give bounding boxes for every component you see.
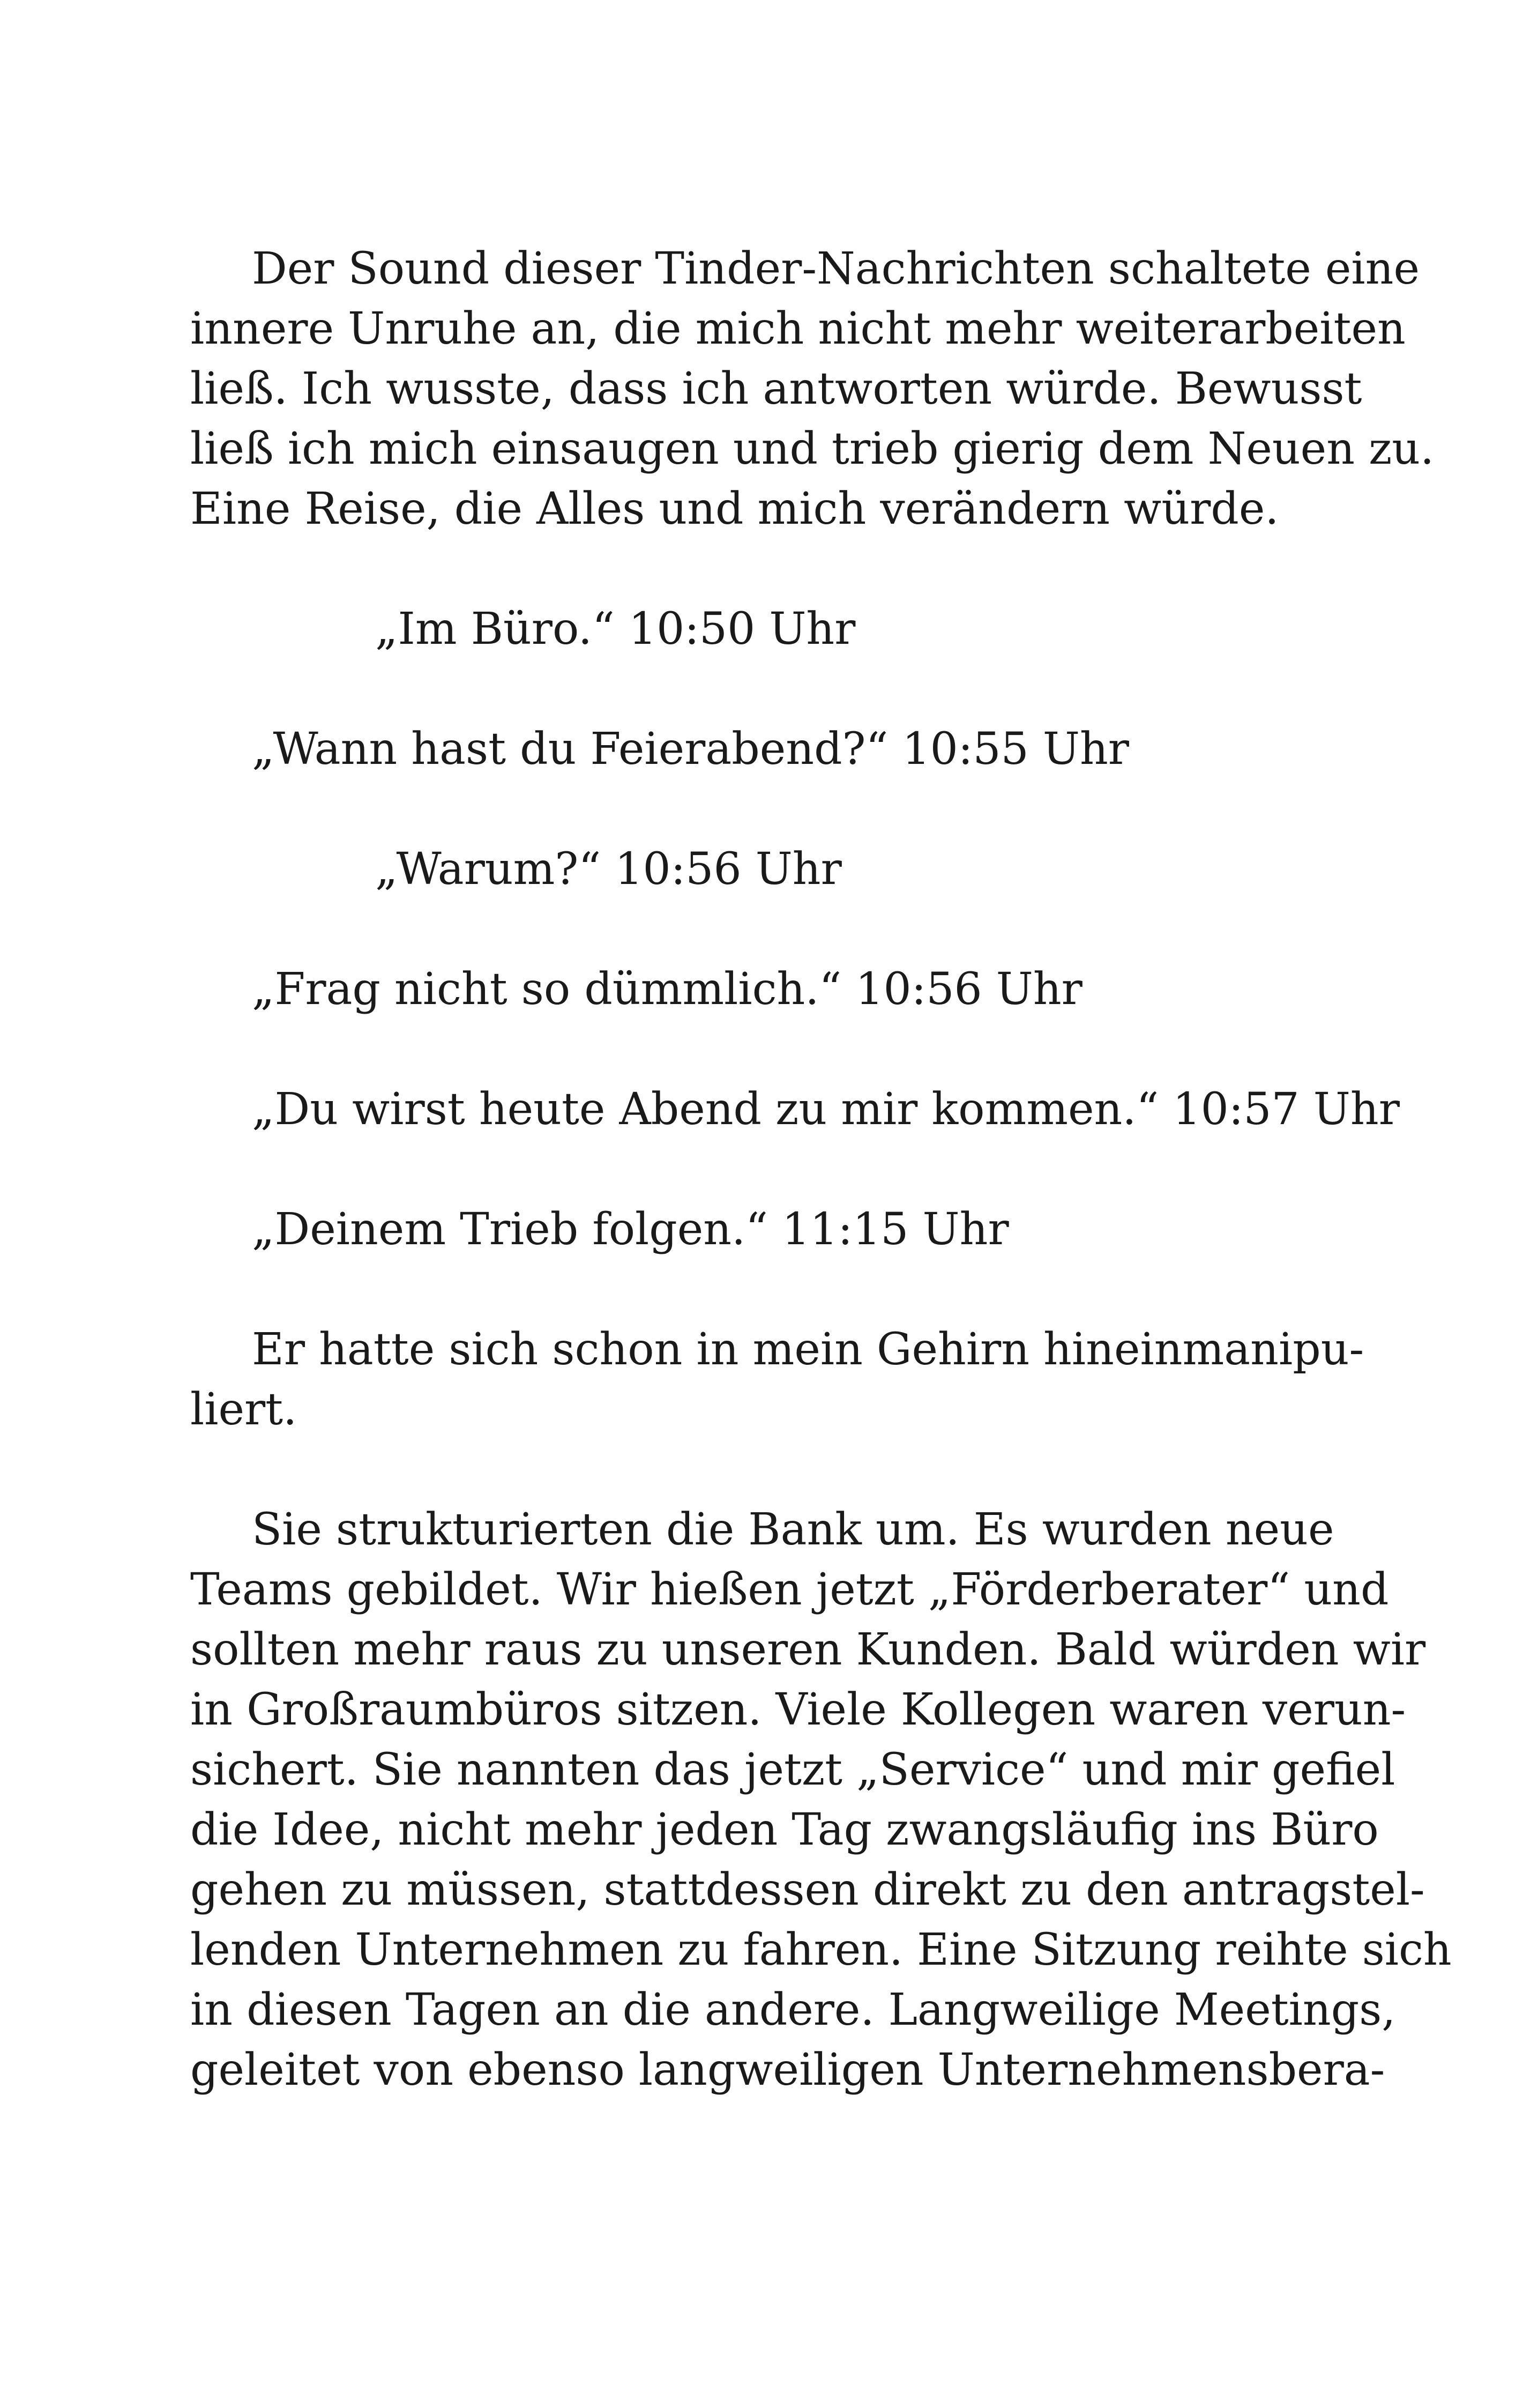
paragraph-1-line: Der Sound dieser Tinder-Nachrichten schaltete eine: [252, 243, 1420, 294]
message-line: „Deinem Trieb folgen.“ 11:15 Uhr: [252, 1204, 1009, 1255]
paragraph-3-line: sichert. Sie nannten das jetzt „Service“ und mir gefiel: [190, 1744, 1395, 1795]
message-line: „Du wirst heute Abend zu mir kommen.“ 10:57 Uhr: [252, 1084, 1400, 1135]
paragraph-1-line: ließ ich mich einsaugen und trieb gierig dem Neuen zu.: [190, 423, 1435, 474]
message-line: „Warum?“ 10:56 Uhr: [375, 844, 842, 895]
message-line: „Im Büro.“ 10:50 Uhr: [375, 604, 856, 655]
paragraph-3-line: Teams gebildet. Wir hießen jetzt „Förderberater“ und: [190, 1564, 1389, 1615]
paragraph-3-line: in diesen Tagen an die andere. Langweilige Meetings,: [190, 1985, 1396, 2035]
paragraph-3-line: Sie strukturierten die Bank um. Es wurden neue: [252, 1504, 1334, 1555]
paragraph-3-line: die Idee, nicht mehr jeden Tag zwangsläufig ins Büro: [190, 1804, 1379, 1855]
paragraph-1-line: innere Unruhe an, die mich nicht mehr weiterarbeiten: [190, 303, 1406, 354]
message-line: „Wann hast du Feierabend?“ 10:55 Uhr: [252, 724, 1129, 775]
paragraph-2-line: Er hatte sich schon in mein Gehirn hineinmanipu-: [252, 1324, 1364, 1375]
paragraph-3-line: in Großraumbüros sitzen. Viele Kollegen waren verun-: [190, 1684, 1406, 1735]
paragraph-1-line: Eine Reise, die Alles und mich verändern würde.: [190, 484, 1279, 534]
paragraph-1-line: ließ. Ich wusste, dass ich antworten würde. Bewusst: [190, 363, 1362, 414]
paragraph-3-line: gehen zu müssen, stattdessen direkt zu den antragstel-: [190, 1864, 1425, 1915]
paragraph-3-line: sollten mehr raus zu unseren Kunden. Bald würden wir: [190, 1624, 1426, 1675]
paragraph-2-line: liert.: [190, 1384, 297, 1435]
paragraph-3-line: lenden Unternehmen zu fahren. Eine Sitzung reihte sich: [190, 1924, 1452, 1975]
message-line: „Frag nicht so dümmlich.“ 10:56 Uhr: [252, 964, 1082, 1015]
paragraph-3-line: geleitet von ebenso langweiligen Unternehmensbera-: [190, 2045, 1385, 2095]
